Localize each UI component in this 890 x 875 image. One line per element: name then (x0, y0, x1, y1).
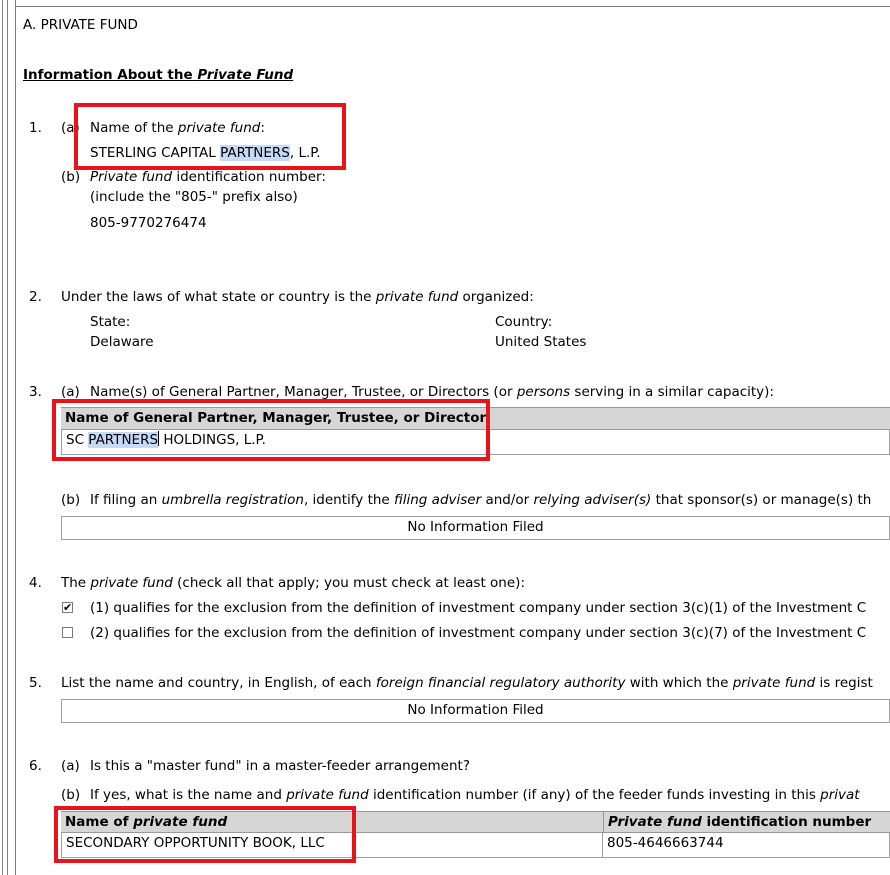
fund-id-value: 805-9770276474 (90, 215, 207, 231)
q3a-question: Name(s) of General Partner, Manager, Trustee, or Directors (or persons serving in a similar capacity): (90, 384, 774, 400)
q3b-question: If filing an umbrella registration, identify the filing adviser and/or relying adviser(s) that sponsor(s) or manage(s) th (90, 492, 872, 508)
q2-question: Under the laws of what state or country is the private fund organized: (61, 289, 534, 305)
search-highlight: PARTNERS (88, 432, 159, 448)
feeder-table-header-name: Name of private fund (61, 811, 603, 833)
q1a-label: (a) (61, 120, 80, 136)
state-value: Delaware (90, 334, 154, 350)
country-value: United States (495, 334, 587, 350)
q4-number: 4. (29, 575, 42, 591)
search-highlight: PARTNERS (220, 145, 290, 161)
q1b-question: Private fund identification number: (90, 169, 326, 185)
country-label: Country: (495, 314, 553, 330)
q3b-no-info: No Information Filed (61, 516, 890, 540)
exclusion-3c7-label: (2) qualifies for the exclusion from the definition of investment company under section 3(c)(7) of the Investment C (90, 625, 867, 641)
fund-name-value[interactable]: STERLING CAPITAL PARTNERS, L.P. (90, 145, 321, 161)
q2-number: 2. (29, 289, 42, 305)
q6b-label: (b) (61, 787, 81, 803)
q5-number: 5. (29, 675, 42, 691)
gp-table-header: Name of General Partner, Manager, Trustee, or Director (61, 407, 890, 430)
q1b-note: (include the "805-" prefix also) (90, 189, 298, 205)
q1b-label: (b) (61, 169, 81, 185)
q6b-question: If yes, what is the name and private fund identification number (if any) of the feeder funds investing in this privat (90, 787, 860, 803)
q5-question: List the name and country, in English, of each foreign financial regulatory authority with which the private fund is regist (61, 675, 873, 691)
state-label: State: (90, 314, 131, 330)
checkmark-icon: ✔ (63, 601, 73, 614)
q1-number: 1. (29, 120, 42, 136)
q3-number: 3. (29, 384, 42, 400)
q6a-label: (a) (61, 758, 80, 774)
section-title: A. PRIVATE FUND (23, 17, 138, 33)
frame-border-top (15, 6, 890, 7)
frame-border-middle (7, 0, 8, 875)
exclusion-3c1-checkbox[interactable] (62, 602, 73, 613)
feeder-fund-id-cell: 805-4646663744 (603, 833, 890, 858)
q3b-label: (b) (61, 492, 81, 508)
feeder-fund-name-cell[interactable]: SECONDARY OPPORTUNITY BOOK, LLC (61, 833, 603, 858)
frame-border-inner (15, 0, 16, 875)
q4-question: The private fund (check all that apply; you must check at least one): (61, 575, 525, 591)
gp-name-cell[interactable]: SC PARTNERS HOLDINGS, L.P. (61, 430, 890, 455)
exclusion-3c7-checkbox[interactable] (62, 627, 73, 638)
feeder-table-header-id: Private fund identification number (603, 811, 890, 833)
q3a-label: (a) (61, 384, 80, 400)
q5-no-info: No Information Filed (61, 699, 890, 723)
q6a-question: Is this a "master fund" in a master-feeder arrangement? (90, 758, 471, 774)
exclusion-3c1-label: (1) qualifies for the exclusion from the definition of investment company under section 3(c)(1) of the Investment C (90, 600, 867, 616)
q1a-question: Name of the private fund: (90, 120, 265, 136)
frame-border-outer (2, 0, 3, 875)
q6-number: 6. (29, 758, 42, 774)
info-heading: Information About the Private Fund (23, 67, 294, 83)
